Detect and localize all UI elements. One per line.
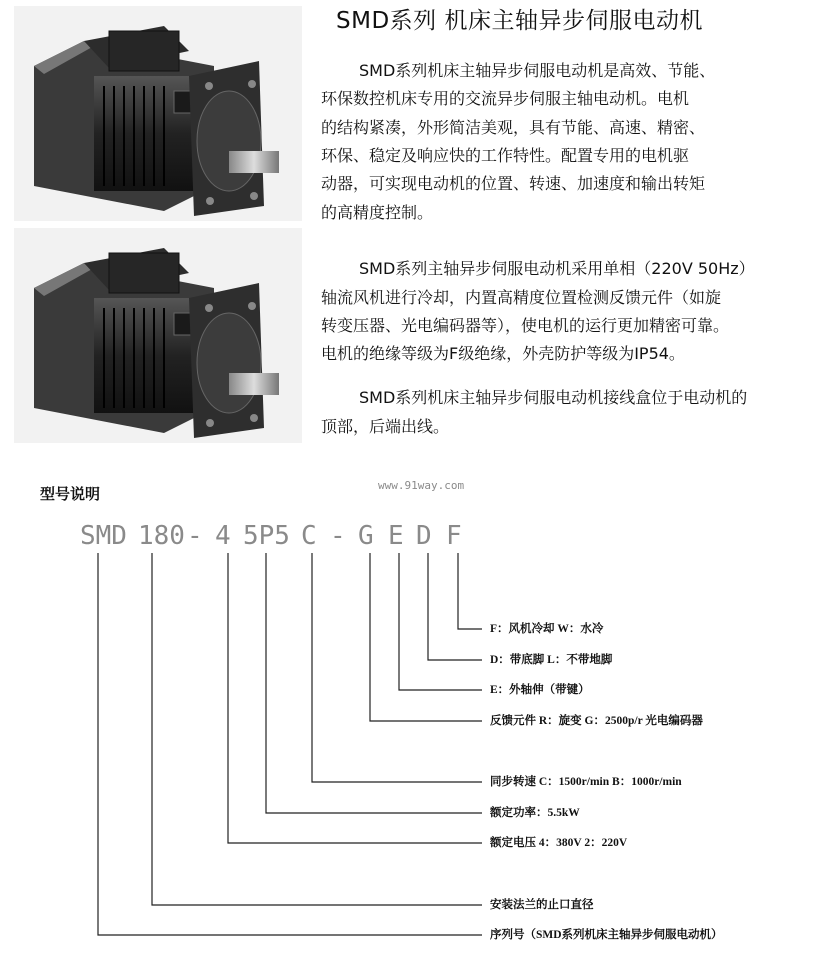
para3-line: 顶部，后端出线。 [321, 417, 450, 436]
connector-line [152, 553, 482, 905]
model-section-title: 型号说明 [40, 485, 101, 503]
para2-line: 转变压器、光电编码器等），使电机的运行更加精密可靠。 [321, 316, 730, 335]
code-segment-voltage: 4 [215, 521, 231, 551]
code-segment-series: SMD [80, 521, 127, 551]
legend-feedback: 反馈元件 R：旋变 G：2500p/r 光电编码器 [490, 715, 703, 727]
code-segment-dash: - [187, 521, 203, 551]
legend-speed: 同步转速 C：1500r/min B：1000r/min [490, 776, 682, 788]
legend-shaft: E：外轴伸（带键） [490, 684, 590, 696]
page-title: SMD系列 机床主轴异步伺服电动机 [336, 8, 703, 34]
code-segment-power: 5P5 [243, 521, 290, 551]
para1-line: 环保、稳定及响应快的工作特性。配置专用的电机驱 [321, 146, 690, 165]
legend-voltage: 额定电压 4：380V 2：220V [490, 837, 628, 849]
connector-line [370, 553, 482, 721]
para1-line: SMD系列机床主轴异步伺服电动机是高效、节能、 [359, 61, 716, 80]
connector-line [458, 553, 482, 629]
code-segment-cooling: F [446, 521, 462, 551]
para3-line: SMD系列机床主轴异步伺服电动机接线盒位于电动机的 [359, 388, 748, 407]
para1-line: 的结构紧凑，外形简洁美观，具有节能、高速、精密、 [321, 118, 706, 137]
watermark: www.91way.com [378, 479, 465, 492]
legend-series: 序列号（SMD系列机床主轴异步伺服电动机） [490, 929, 723, 941]
para2-line: 电机的绝缘等级为F级绝缘，外壳防护等级为IP54。 [321, 344, 685, 363]
code-segment-shaft: E [388, 521, 404, 551]
legend-power: 额定功率：5.5kW [490, 807, 580, 819]
connector-line [312, 553, 482, 782]
para1-line: 环保数控机床专用的交流异步伺服主轴电动机。电机 [321, 89, 690, 108]
code-segment-speed: C [301, 521, 317, 551]
connector-line [98, 553, 482, 935]
para2-line: 轴流风机进行冷却，内置高精度位置检测反馈元件（如旋 [321, 288, 722, 307]
code-segment-flange: 180 [138, 521, 185, 551]
code-segment-feedback: G [358, 521, 374, 551]
code-segment-dash: - [330, 521, 346, 551]
legend-flange: 安装法兰的止口直径 [490, 899, 594, 911]
para1-line: 的高精度控制。 [321, 203, 434, 222]
connector-line [266, 553, 482, 813]
para2-line: SMD系列主轴异步伺服电动机采用单相（220V 50Hz） [359, 259, 755, 278]
connector-line [428, 553, 482, 660]
code-segment-foot: D [416, 521, 432, 551]
connector-line [399, 553, 482, 690]
legend-foot: D：带底脚 L：不带地脚 [490, 654, 613, 666]
legend-cooling: F：风机冷却 W：水冷 [490, 623, 604, 635]
para1-line: 动器，可实现电动机的位置、转速、加速度和输出转矩 [321, 174, 706, 193]
